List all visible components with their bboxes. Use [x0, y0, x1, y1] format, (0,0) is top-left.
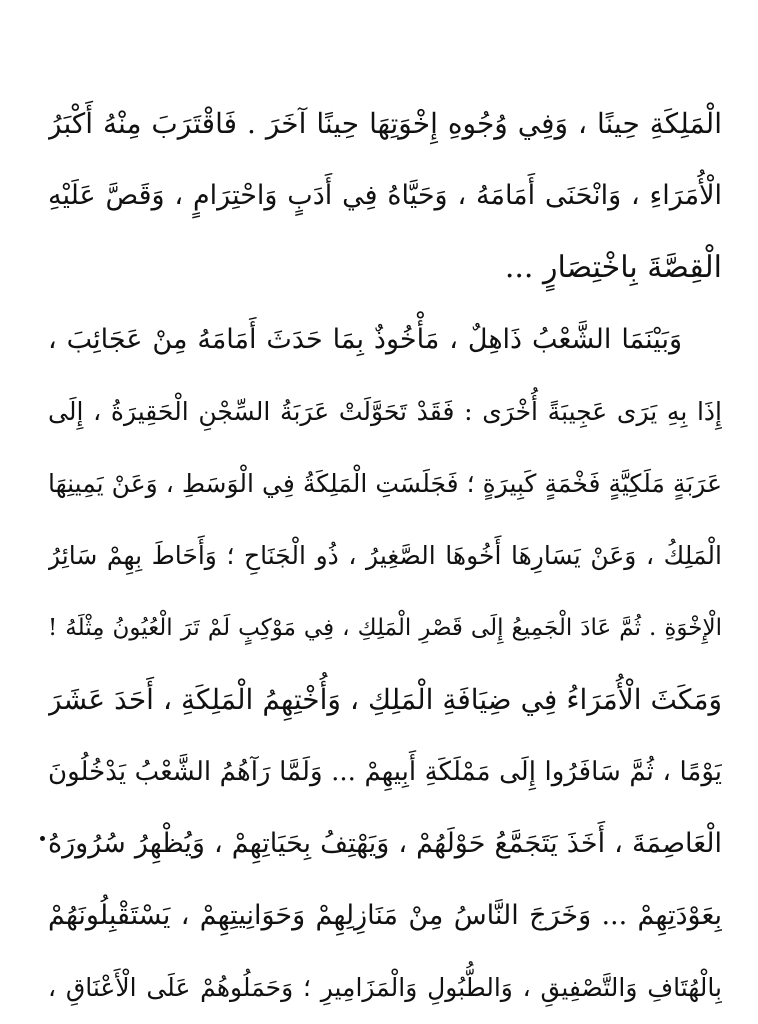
text-line-3: الْقِصَّةَ بِاخْتِصَارٍ ... — [504, 250, 722, 285]
text-line-10: يَوْمًا ، ثُمَّ سَافَرُوا إِلَى مَمْلَكَةِ أَبِيهِمْ ... وَلَمَّا رَآهُمُ الشَّعْبُ يَدْخُلُونَ — [48, 757, 722, 787]
text-line-9: وَمَكَثَ الْأُمَرَاءُ فِي ضِيَافَةِ الْمَلِكِ ، وَأُخْتِهِمُ الْمَلِكَةِ ، أَحَدَ عَشَرَ — [48, 683, 722, 716]
text-line-8: الْإِخْوَةِ . ثُمَّ عَادَ الْجَمِيعُ إِلَى قَصْرِ الْمَلِكِ ، فِي مَوْكِبٍ لَمْ تَرَ الْعُيُونُ مِثْلَهُ ! — [48, 615, 722, 641]
margin-dot-mark — [40, 836, 45, 841]
text-line-12: بِعَوْدَتِهِمْ ... وَخَرَجَ النَّاسُ مِنْ مَنَازِلِهِمْ وَحَوَانِيتِهِمْ ، يَسْتَقْبِلُونَهُمْ — [48, 900, 722, 931]
text-line-11: الْعَاصِمَةَ ، أَخَذَ يَتَجَمَّعُ حَوْلَهُمْ ، وَيَهْتِفُ بِحَيَاتِهِمْ ، وَيُظْهِرُ سُرُورَهُ — [48, 828, 722, 859]
text-line-2: الْأُمَرَاءِ ، وَانْحَنَى أَمَامَهُ ، وَحَيَّاهُ فِي أَدَبٍ وَاحْتِرَامٍ ، وَقَصَّ عَلَيْهِ — [48, 180, 722, 211]
text-line-6: عَرَبَةٍ مَلَكِيَّةٍ فَخْمَةٍ كَبِيرَةٍ ؛ فَجَلَسَتِ الْمَلِكَةُ فِي الْوَسَطِ ، وَعَنْ يَمِينِهَا — [48, 469, 722, 498]
arabic-text-body — [48, 88, 722, 1024]
text-line-7: الْمَلِكُ ، وَعَنْ يَسَارِهَا أَخُوهَا الصَّغِيرُ ، ذُو الْجَنَاحِ ؛ وَأَحَاطَ بِهِمْ سَائِرُ — [48, 541, 722, 570]
text-line-1: الْمَلِكَةِ حِينًا ، وَفِي وُجُوهِ إِخْوَتِهَا حِينًا آخَرَ . فَاقْتَرَبَ مِنْهُ أَكْبَرُ — [48, 107, 722, 140]
text-line-5: إِذَا بِهِ يَرَى عَجِيبَةً أُخْرَى : فَقَدْ تَحَوَّلَتْ عَرَبَةُ السِّجْنِ الْحَقِيرَةُ ، إِلَى — [48, 397, 722, 426]
text-line-13: بِالْهُتَافِ وَالتَّصْفِيقِ ، وَالطُّبُولِ وَالْمَزَامِيرِ ؛ وَحَمَلُوهُمْ عَلَى الْأَعْنَاقِ ، — [48, 973, 722, 1002]
text-line-4-paragraph-start: وَبَيْنَمَا الشَّعْبُ ذَاهِلٌ ، مَأْخُوذٌ بِمَا حَدَثَ أَمَامَهُ مِنْ عَجَائِبَ ، — [48, 324, 682, 355]
